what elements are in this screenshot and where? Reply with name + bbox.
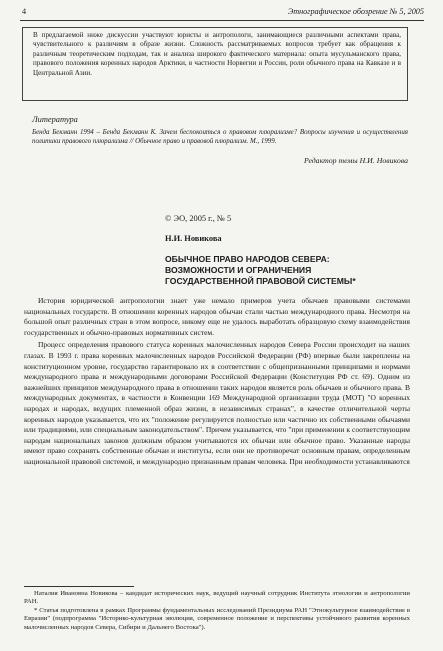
title-line: ОБЫЧНОЕ ПРАВО НАРОДОВ СЕВЕРА: [165, 254, 330, 264]
topic-editor: Редактор темы Н.И. Новикова [303, 156, 408, 165]
article-title [165, 254, 415, 287]
author-footnote: Наталия Ивановна Новикова – кандидат исторических наук, ведущий научный сотрудник Института этнологии и антропологии РАН. [24, 590, 410, 606]
intro-box [22, 27, 408, 101]
literature-heading: Литература [32, 115, 78, 124]
running-header [20, 6, 424, 21]
footnotes [24, 590, 410, 632]
article-body [24, 296, 410, 470]
page-number: 4 [22, 7, 27, 16]
journal-title: Этнографическое обозрение № 5, 2005 [287, 7, 424, 16]
article-author: Н.И. Новикова [165, 234, 222, 243]
literature-entry: Бенда Бекманн 1994 – Бенда Бекманн К. Зачем беспокоиться о правовом плюрализме? Вопросы изучения и осуществления политики правового плюрализма // Обычное право и правовой плюрализм. М., 1999. [32, 129, 408, 145]
footnote-divider [24, 586, 134, 587]
title-line: ГОСУДАРСТВЕННОЙ ПРАВОВОЙ СИСТЕМЫ* [165, 276, 356, 286]
paragraph: Процесс определения правового статуса коренных малочисленных народов Севера России происходит на наших глазах. В 1993 г. права коренных малочисленных народов Российской Федерации (РФ) впервые были закреплены на конституционном уровне, государство гарантировало их в соответствии с общепризнанными принципами и нормами международного права и международными договорами Российской Федерации (Конституция РФ ст. 69). Одним из важнейших принципов международного права в отношении таких народов является роль обычаев и обычного права. В международных документах, в частности в Конвенции 169 Международной организации труда (МОТ) "О коренных народах и народах, ведущих племенной образ жизни, в независимых странах", в качестве отличительной черты коренных народов указывается, что их "положение регулируется полностью или частично их собственными обычаями или традициями, или специальным законодательством". Причем указывается, что "при применении к соответствующим народам национальных законов должным образом учитываются их обычаи или обычное право. Указанные народы имеют право сохранять собственные обычаи и институты, если они не противоречат основным правам, определенным национальной правовой системой, и международно признанным правам человека. При необходимости устанавливаются [24, 340, 410, 466]
copyright-line: © ЭО, 2005 г., № 5 [165, 214, 232, 223]
grant-footnote: * Статья подготовлена в рамках Программы фундаментальных исследований Президиума РАН "Этнокультурное взаимодействие в Евразии" (подпрограмма "Историко-культурная эволюция, современное положение и перспективы устойчивого развития коренных малочисленных народов Севера, Сибири и Дальнего Востока"). [24, 606, 410, 631]
title-line: ВОЗМОЖНОСТИ И ОГРАНИЧЕНИЯ [165, 265, 312, 275]
paragraph: История юридической антропологии знает уже немало примеров учета обычаев правовыми системами национальных государств. В отношении коренных народов обычаи стали частью международного права. Несмотря на большой опыт различных стран в этом вопросе, никому еще не удалось выработать образцовую схему взаимодействия государственных и обычно-правовых нормативных систем. [24, 296, 410, 337]
intro-text: В предлагаемой ниже дискуссии участвуют юристы и антропологи, занимающиеся различными аспектами права, чувствительного к различиям в образе жизни. Сложность рассматриваемых вопросов требует как обращения к различным теоретическим подходам, так и анализа широкого фактического материала: опыта мусульманского права, правового положения коренных народов Арктики, в частности Норвегии и России, роли обычного права на Кавказе и в Центральной Азии. [33, 31, 401, 77]
